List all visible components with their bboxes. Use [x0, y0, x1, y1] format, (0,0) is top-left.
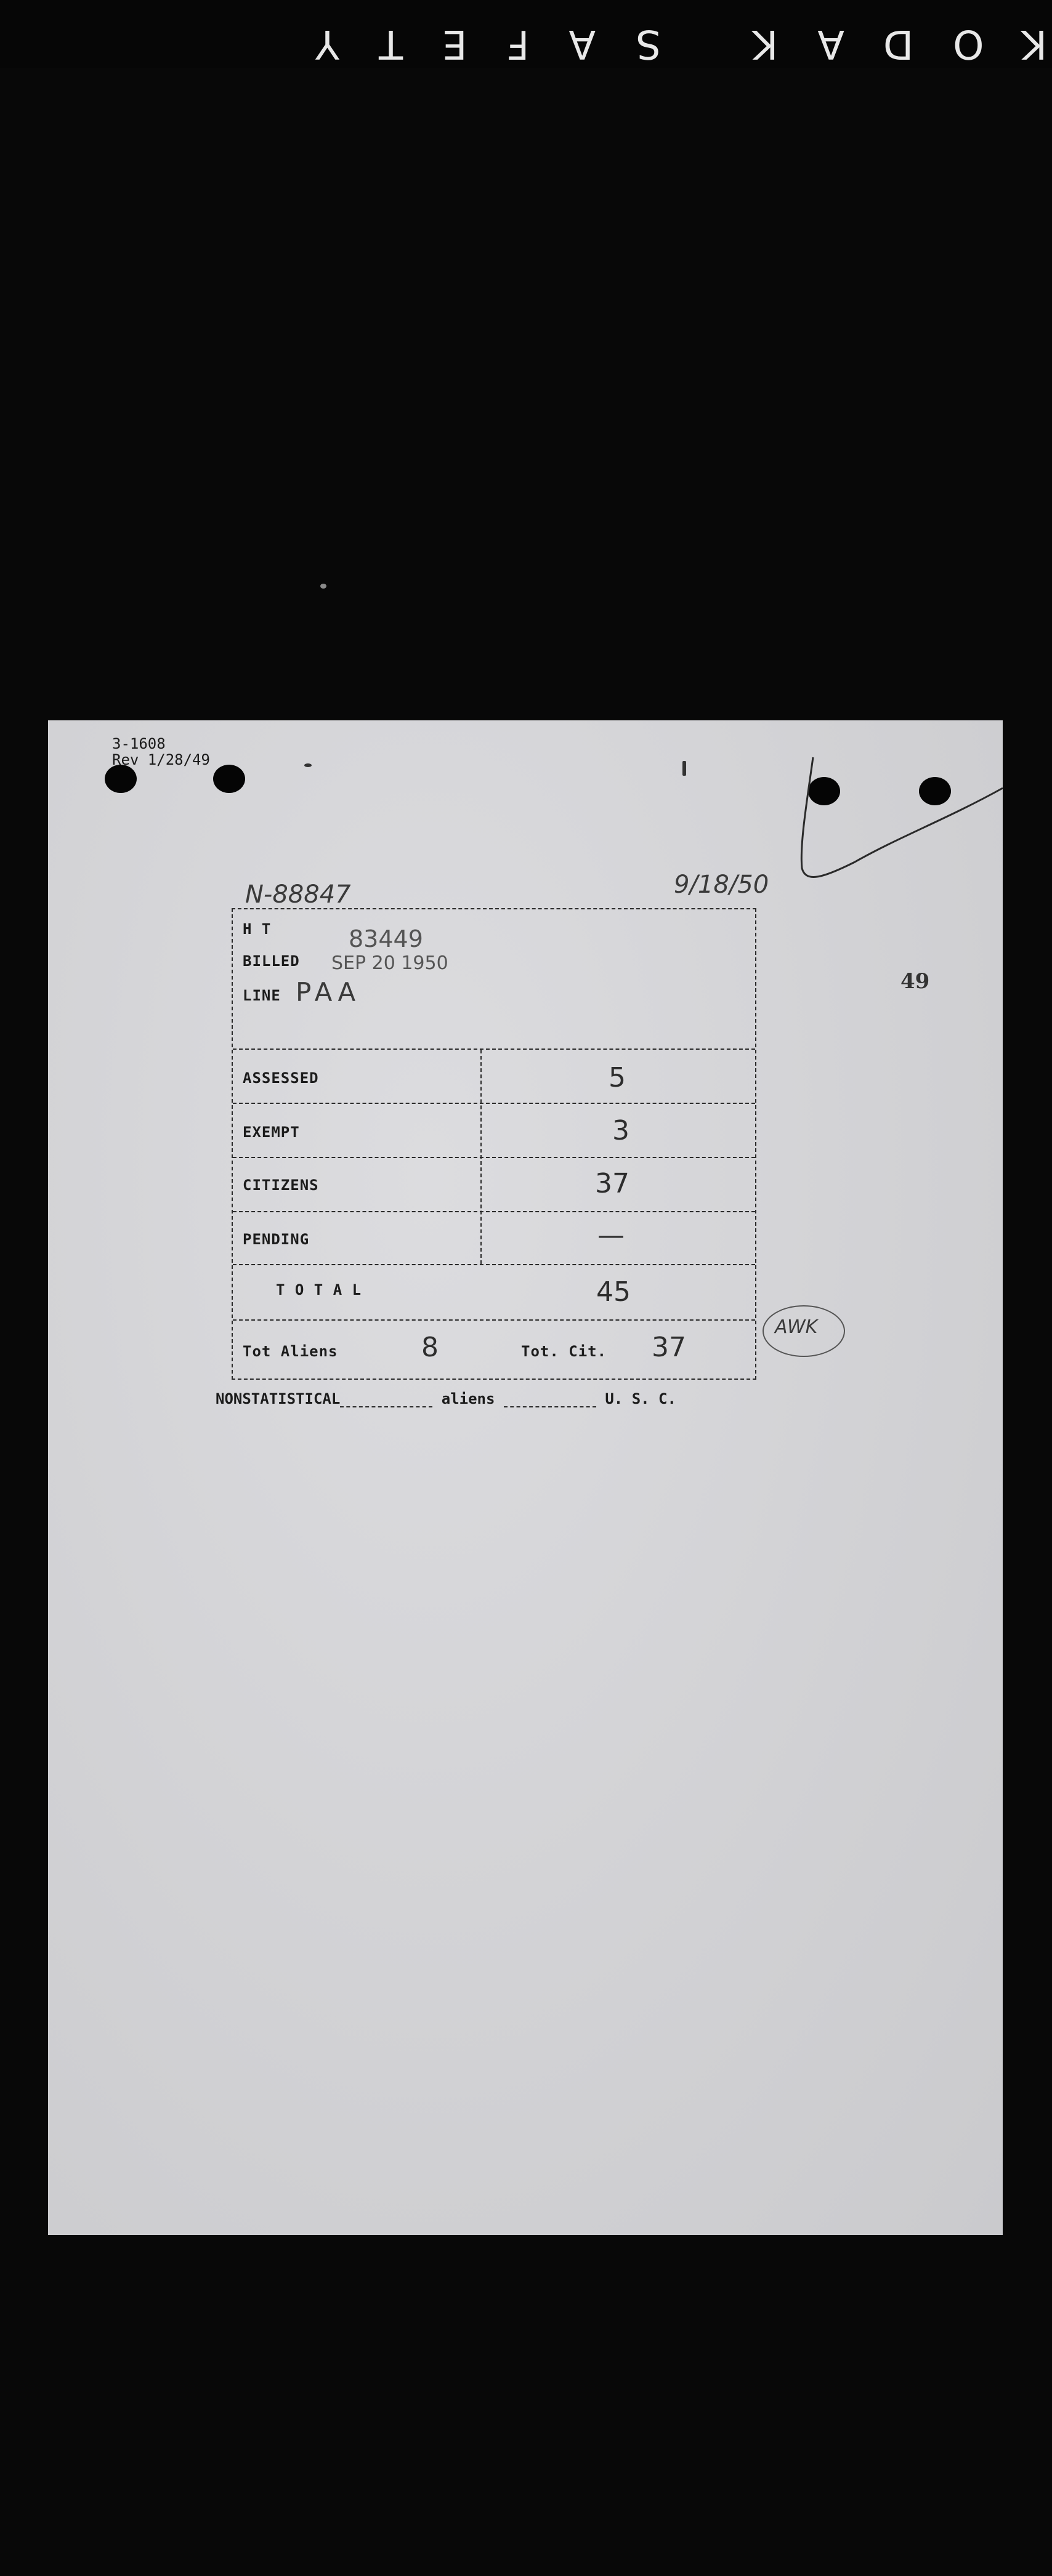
handwritten-date: 9/18/50	[674, 871, 769, 899]
exempt-value: 3	[612, 1115, 629, 1146]
billed-label: BILLED	[243, 952, 300, 970]
form-number: 3-1608	[112, 735, 166, 752]
assessed-label: ASSESSED	[243, 1069, 319, 1087]
row-divider	[233, 1319, 755, 1321]
row-divider	[233, 1211, 755, 1212]
assessed-value: 5	[609, 1062, 626, 1093]
document-sheet	[48, 720, 1003, 2235]
page-number: 49	[900, 969, 930, 994]
nonstatistical-line	[216, 1390, 676, 1407]
usc-label: U. S. C.	[605, 1390, 676, 1407]
ink-mark	[682, 761, 686, 776]
pending-label: PENDING	[243, 1231, 310, 1248]
film-edge-strip	[0, 0, 1052, 68]
line-value: PAA	[296, 977, 361, 1007]
stamp-date: SEP 20 1950	[331, 952, 448, 974]
total-value: 45	[596, 1276, 631, 1308]
nonstatistical-blank	[340, 1406, 432, 1407]
citizens-label: CITIZENS	[243, 1177, 319, 1194]
pen-mark	[787, 751, 1009, 911]
stamp-number: 83449	[349, 925, 423, 952]
manifest-table	[232, 908, 756, 1380]
pending-value: —	[597, 1220, 625, 1251]
punch-hole	[213, 765, 245, 793]
initials-text: AWK	[775, 1316, 818, 1338]
column-divider	[480, 1050, 482, 1264]
dust-speck	[320, 584, 326, 589]
film-edge-text: KODAK SAFETY	[275, 21, 1047, 66]
aliens-label: aliens	[441, 1390, 495, 1407]
manifest-number: N-88847	[245, 880, 351, 909]
exempt-label: EXEMPT	[243, 1124, 300, 1141]
nonstatistical-label: NONSTATISTICAL	[216, 1390, 341, 1407]
form-revision: Rev 1/28/49	[112, 751, 210, 768]
row-divider	[233, 1049, 755, 1050]
row-divider	[233, 1103, 755, 1104]
tot-cit-value: 37	[652, 1332, 686, 1363]
aliens-blank	[504, 1406, 596, 1407]
ht-label: H T	[243, 920, 272, 938]
row-divider	[233, 1264, 755, 1265]
total-label: T O T A L	[276, 1281, 362, 1298]
line-label: LINE	[243, 987, 281, 1004]
row-divider	[233, 1157, 755, 1158]
tot-aliens-value: 8	[421, 1332, 439, 1363]
citizens-value: 37	[595, 1168, 629, 1199]
tot-aliens-label: Tot Aliens	[243, 1343, 338, 1360]
ink-mark	[304, 763, 312, 767]
tot-cit-label: Tot. Cit.	[521, 1343, 607, 1360]
punch-hole	[105, 765, 137, 793]
